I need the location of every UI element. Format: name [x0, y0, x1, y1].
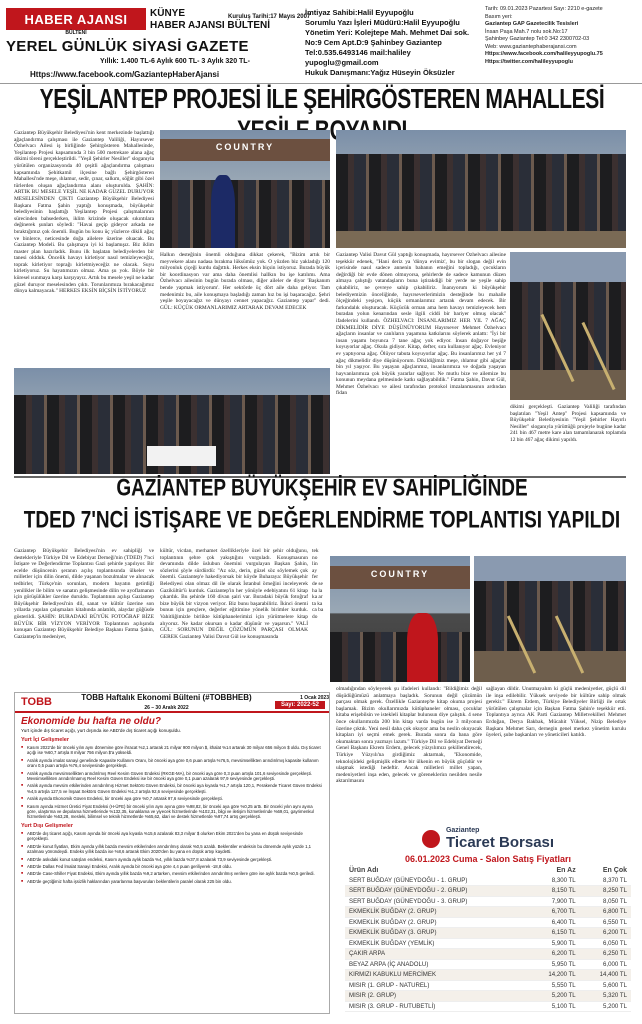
table-row — [345, 928, 631, 939]
tobb-issue-number: Sayı: 2022-52 — [275, 701, 325, 709]
story2-column: Gaziantep Büyükşehir Belediyesi'nin ev sahipliği ve destekleriyle Türkiye Dil ve Edebiyat Derneği'nin (TDED) 7'nci İstişare ve Değerlendirme Toplantısı Gazi şehirde yapılıyor. Bir ecelde düşüncenin şeranın açılış toplantısında ülkeler ve milletler için dilin önemi, dilde yaşanan bozulmalar ve alınacak tedbirler, Türkçe'nin sorunları, modern hayatın getirdiği yenilikler ile bilim ve sanatın gelişmesinde dilin ve ayoflamanın için görüşülükler üzerine duruldu. Toplantının açılışı Gaziantep Büyükşehir Belediyesi'nin dil, sanat ve kültür üzerine son yıllarda yapılan çalışmaları kitabında anlatıldı, alaydar göğüsde gösterildi. ŞAHİN: BURADAKİ BÜYÜK FOTOĞRAF BİZE BÜYÜK BİR VİZYON VERİYOR Toplantının açılışında konuşan Gaziantep Büyükşehir Belediye Başkanı Fatma Şahin, Gaziantep'in medeniyet, — [14, 548, 154, 640]
table-row — [345, 886, 631, 897]
photo-banner-text: COUNTRY — [330, 566, 470, 589]
table-row — [345, 970, 631, 981]
facebook-link[interactable]: Https://www.facebook.com/GaziantepHaberAjansi — [30, 70, 220, 79]
kunye-name: HABER AJANSI BÜLTENİ — [150, 20, 271, 31]
story1-photo-main — [160, 130, 330, 248]
min-price-cell: 5,900 TL — [528, 938, 579, 949]
imprint-block — [305, 8, 475, 78]
masthead — [0, 0, 642, 84]
story1-column: Gaziantep Valisi Davut Gül yaptığı konuşmada, hayırsever Özhelvacı ailesine teşekkür edenek, "Hani deriz ya 'dünya evimiz', bu bir slogan değil evin içerisinde nasıl sadece annenin babanın emeğini topladığı, çocukların değirdiği bir evde dönen olmuyorsa, şehirlerde de sadece kamunun düzen almaya çalıştığı vatandaşların buna iştirakdiği bir yerde ne yeşile sahip çıkabiliriz, ne çevreye sahip çıkabiliriz. İnanıyorum ki büyükşehir belediyemizin önceliğinde, hayırseverlerimizin desteğinde bu mahalle ölçeğindeki yeşiçen, küçük ormanlarımız artarak devam edecek. Bir farkındalık oluşturacak. Küçücük orman ama hem havayı temizleyecek hem buradan yolun kenarından sesle ilgili ciddi bir bariyer olmuş olacak" ifadelerini kullandı. ÖZHELVACI: İNSANLARIMIZ HER YIL 7 AĞAÇ DİKMELİDİR DİYE DÜŞÜNÜYORUM Hayırsever Mehmet Özhelvacı ağaçların insanlar ve canlıların yaşamına katkılarını söylerek anlattı: "İyi bir insan yaşamı boyunca 7 tane ağaç yok ediyor. İnsan doğayor beşiğe koyuyorlar ağaç. Okula gidiyor. Kitap, defter, sıra kullanıyor ağaç. Evleniyor ev yaptıyorsa ağaç. Ölüyor tabuta koyuyorlar ağaç. Bu insanlarımız her yıl 7 ağaç dikmelidir diye düşünüyorum. Dikildiğimiz meşe, ıhlamur gibi ağaçlar bin yıl yaşıyor. Bu yaşayan ağaçlarımız, insanlarımıza ve doğada yaşayan hayvanlarımıza çok büyük yararlar sağlıyor. Ne mutlu bize ve ailemize bu konunun meydana gelmesinde katkı sağlayabildik." Fatma Şahin, Davut Gül, Mehmet Özhelvacı ve ailesi tarafından protokol imzalanmasının ardından fidan — [336, 252, 506, 397]
min-price-cell: 6,700 TL — [528, 907, 579, 918]
product-cell: EKMEKLİK BUĞDAY (3. GRUP) — [345, 928, 528, 939]
exchange-header — [345, 824, 631, 854]
tobb-header — [15, 693, 329, 713]
max-price-cell: 6,050 TL — [580, 938, 631, 949]
max-price-cell: 6,550 TL — [580, 917, 631, 928]
min-price-cell: 6,200 TL — [528, 949, 579, 960]
newspaper-logo: HABER AJANSI — [6, 8, 146, 30]
story2-column: olmadığından söyleyerek şu ifadeleri kullandı: "Bildiğimiz değil düşüdüğümüzü anlatmaya başladık. Sorunun değil çözümün parçası olmak gerek. Özellikle Gaziantep'te kitap okuma projesi başlamak. Bizim okullarımızda kütüphaneler olması, çocuklar kitaba erişebilsin ve istekleli kitaplar bulunsun diye çalıştık. 4 sene önce okullarımızda 200 bin kitap varda bugün ise 3 milyonun üzerine çıktık. Yeni nesil daha çok okuyor ama bu neslin okuyacak kitapları iyi seçmi emek gerek. Burada sonra da bana göre okumaktan sonra yazmayı lazım." Türkiye Dil ve Edebiyat Derneği Genel Başkanı Ekrem Erdem, gelecek yüzyılımızı şekillendirecek, Türkiye Yüzyılı'na girdiğimiz aktarmak, "Ekonomide, teknolojideki gelişmişlik elbette bir ülkenin en büyük güçüdür ve ulaşmak istediği hedeftir. Ancak milletleri millet yapan, medeniyetleri inşa eden, gelecek ve görenekleriın nesilden nesile aktarılmasını — [336, 686, 482, 785]
product-cell: MISIR (1. GRUP - NATUREL) — [345, 980, 528, 991]
list-item: ■ Kasım ayında Hizmet Üretici Fiyat Endeksi (H-ÜFE) bir önceki yılın aynı ayına göre %98,82, bir önceki aya göre %0,25 arttı. Bir önceki yılın aynı ayına göre, ulaştırma ve depolama hizmetlerinde %132,35, konaklama ve yiyecek hizmetlerinde %102,31, bilgi ve iletişim hizmetlerinde %69,01, gayrimenkul hizmetlerinde %63,28, mesleki, bilimsel ve teknik hizmetlerde %65,62, idari ve destek hizmetlerde %97,74 artış gerçekleşti. — [15, 803, 329, 821]
tobb-section-foreign: Yurt Dışı Gelişmeler — [21, 822, 73, 829]
product-cell: BEYAZ ARPA (İÇ ANADOLU) — [345, 959, 528, 970]
issue-date: Tarih: 09.01.2023 Pazartesi Sayı: 2210 e-gazete — [485, 6, 603, 12]
website-link[interactable]: Web: www.gaziantephaberajansi.com — [485, 43, 577, 50]
story1-column: Halkın desteğinin önemli olduğuna dikkat çekerek, "Bizim artık bir meyvekere alanı nadasa bırakma lüksümüz yok. O yüzden biz yakladığı 120 milyonluk çiçeği kurdu dağıttık. Herkes eksin biçsin istiyoruz. Burada büyük bir koordinasyon var ama daha önemlisi hallkın bu işe katılımı. Ama Özhelvacı ailesinin bugün burada olması, diğer aileler de diyor 'Başkanım bende yapmak istiyorum'. Her sektörde üç dört aile daha geliyor. Tam medenimiz bu, aile konuşmaya başladığı zaman hız bu işi başaracağız. Şehri yeşile boyayacağız ve dünyayı cennet yapacağız. Gaziantep yapar" dedi. GÜL: KÜÇÜK ORMANLARIMIZ ARTARAK DEVAM EDECEK — [160, 252, 330, 311]
product-cell: EKMEKLİK BUĞDAY (2. GRUP) — [345, 907, 528, 918]
kunye-label: KÜNYE — [150, 8, 186, 19]
list-item: ■ ABD'de Dallas Fed İmalat Sanayi Endeksi, Aralık ayında bir önceki aya göre 4,4 puan geriliyerek -18,8 oldu. — [15, 863, 329, 870]
max-price-cell: 6,000 TL — [580, 959, 631, 970]
max-price-cell: 6,200 TL — [580, 928, 631, 939]
max-price-cell: 8,250 TL — [580, 886, 631, 897]
story2-column-fragment: tek no lin ay fer de se ha la ka ar ta ka ca ba do — [312, 548, 324, 620]
list-item: ■ ABD'de dış ticaret açığı, Kasım ayında bir önceki aya kıyasla %15,6 azalarak 83,3 milyar $ olurken Ekim 2021'den bu yana en düşük seviyesinde gerçekleşti. — [15, 830, 329, 843]
table-row — [345, 949, 631, 960]
story1-headline: YEŞİLANTEP PROJESİ İLE ŞEHİRGÖSTEREN MAHALLESİ — [39, 84, 605, 115]
min-price-cell: 8,300 TL — [528, 875, 579, 886]
list-item: ■ Aralık ayında Ekonomik Güven Endeksi, bir önceki aya göre %0,7 artarak 97,6 seviyesinde gerçekleşti. — [15, 795, 329, 802]
price-table-body — [345, 875, 631, 1012]
list-item: ■ Aralık ayında mevsimsellikten arındırılmış Reel Kesim Güven Endeksi (RKGE-MA), bir önceki aya göre 0,3 puan artışla 101,6 seviyesinde gerçekleşti. Mevsimsellikten arındırılmamış Reel Kesim Güven Endeksi ise bir önceki aya göre 0,1 puan azalarak 97,9 seviyesinde gerçekleşti. — [15, 770, 329, 783]
founding-date: Kuruluş Tarihi:17 Mayıs 2007 — [228, 14, 311, 20]
newspaper-tagline: YEREL GÜNLÜK SİYASİ GAZETE — [6, 38, 249, 55]
table-row — [345, 938, 631, 949]
tobb-dates: 26 – 30 Aralık 2022 — [144, 705, 189, 711]
max-price-cell: 5,200 TL — [580, 1001, 631, 1012]
max-price-cell: 8,370 TL — [580, 875, 631, 886]
max-price-cell: 6,800 TL — [580, 907, 631, 918]
list-item: ■ ABD'de geçtiğimiz hafta işsizlik haklarından yararlanma başvuruları beklentilerin paralel olarak 225 bin oldu. — [15, 878, 329, 885]
print-info-box — [485, 6, 635, 80]
list-item: ■ Aralık ayında imalat sanayi genelinde Kapasite Kullanım Oranı, bir önceki aya göre 0,6 puan artışla %76,5, mevsimsellikten arındırılmış kapasite kullanım oranı 0,5 puan artışla %76,4 seviyesinde gerçekleşti. — [15, 757, 329, 770]
max-price-cell: 5,600 TL — [580, 980, 631, 991]
facebook-link[interactable]: Https://www.facebook.com/halileyyupoglu.75 — [485, 51, 603, 57]
price-table — [345, 866, 631, 1012]
list-item: ■ ABD'de konut fiyatları, Ekim ayında yıllık bazda mevsim etkilerinden arındırılmış olarak %0,5 azaldı. Beklentiler endeksin bu dönemde aylık yüzde 1,1 azalması yönündeydi. Endeks yıllık bazda ise %8,6 artarak Ekim 2020'den bu yana en düşük artışı kaydetti. — [15, 843, 329, 856]
table-row — [345, 1001, 631, 1012]
story1-photo-ceremony — [14, 368, 330, 474]
min-price-cell: 5,950 TL — [528, 959, 579, 970]
table-row — [345, 896, 631, 907]
max-price-cell: 8,050 TL — [580, 896, 631, 907]
column-header-min: En Az — [556, 867, 576, 874]
story1-column: dikimi gerçekleşti. Gaziantep Valiliği tarafından başlatılan "Yeşil Antep" Projesi kapsamında ve Büyükşehir Belediyesinin "Yeşil Şehirler Hayırlı Nesiller" sloganıyla yürüttüğü projeyle bugüne kadar 241 bin 467 metre kare alan tamamlanarak toplamda 12 bin 467 ağaç dikimi yapıldı. — [510, 404, 626, 443]
product-cell: EKMEKLİK BUĞDAY (YEMLİK) — [345, 938, 528, 949]
subscription-prices: Yıllık: 1.400 TL-6 Aylık 600 TL- 3 Aylık 320 TL- — [100, 58, 250, 65]
tobb-logo: TOBB — [21, 696, 52, 708]
tobb-title — [58, 693, 275, 711]
imprint-line: İmtiyaz Sahibi:Halil Eyyupoğlu — [305, 8, 414, 17]
story2-photo-podium — [330, 556, 470, 682]
tobb-summary: Yurt içinde dış ticaret açığı, yurt dışında ise ABD'de dış ticaret açığı konuşuldu. — [21, 728, 181, 733]
story2-photo-planting — [474, 556, 626, 682]
min-price-cell: 7,900 TL — [528, 896, 579, 907]
max-price-cell: 6,250 TL — [580, 949, 631, 960]
photo-banner-text: COUNTRY — [160, 139, 330, 160]
kunye-block — [150, 8, 270, 32]
imprint-line: Yönetim Yeri: Kolejtepe Mah. Mehmet Dai sok. — [305, 28, 470, 37]
product-cell: KIRMIZI KABUKLU MERCİMEK — [345, 970, 528, 981]
list-item: ■ Aralık ayında mevsim etkilerinden arındırılmış Hizmet Sektörü Güven Endeksi, bir önceki aya kıyasla %1,7 artışla 120,1, Perakende Ticaret Güven Endeksi %4,5 artışla 127,5 ve İnşaat Sektörü Güven Endeksi %1,2 artışla 92,6 seviyesinde gerçekleşti. — [15, 782, 329, 795]
product-cell: MISIR (2. GRUP) — [345, 991, 528, 1002]
tobb-bulletin — [14, 692, 330, 1014]
list-item: ■ Kasım 2022'de bir önceki yılın aynı dönemine göre ihracat %2,1 artarak 21 milyar 900 milyon $, ithalat %14 artarak 30 milyar 656 milyon $ oldu. Dış ticaret açığı ise %60,7 artışla 8 milyar 756 milyon $'a yükseldi. — [15, 744, 329, 757]
imprint-line: Sorumlu Yazı İşleri Müdürü:Halil Eyyupoğlu — [305, 18, 460, 27]
twitter-link[interactable]: Https://twitter.com/halileyyupoglu — [485, 58, 574, 65]
table-row — [345, 959, 631, 970]
max-price-cell: 5,320 TL — [580, 991, 631, 1002]
table-row — [345, 907, 631, 918]
print-info-line: Şahinbey Gaziantep Tel:0 342 2300702-03 — [485, 36, 590, 42]
table-row — [345, 875, 631, 886]
logo-sub: BÜLTENİ — [65, 30, 87, 36]
min-price-cell: 5,100 TL — [528, 1001, 579, 1012]
product-cell: SERT BUĞDAY (GÜNEYDOĞU - 3. GRUP) — [345, 896, 528, 907]
table-row — [345, 917, 631, 928]
story1-photo-planting — [510, 252, 626, 400]
story2-headline: TDED 7'NCİ İSTİŞARE VE DEĞERLENDİRME TOPLANTISI YAPILDI — [23, 507, 621, 534]
price-date-title: 06.01.2023 Cuma - Salon Satış Fiyatları — [404, 854, 572, 864]
column-header-max: En Çok — [602, 867, 627, 874]
imprint-line: Tel:0.535.6493146 mail:haliley yupoglu@gmail.com — [305, 48, 411, 67]
product-cell: MISIR (3. GRUP - RUTUBETLİ) — [345, 1001, 528, 1012]
print-info-line: Gaziantep GAP Gazetecilik Tesisleri — [485, 21, 579, 27]
max-price-cell: 14,400 TL — [580, 970, 631, 981]
imprint-line: No:9 Cem Apt.D:9 Şahinbey Gaziantep — [305, 38, 442, 47]
story1-column: Gaziantep Büyükşehir Belediyesi'nin kent merkezinde başlattığı ağaçlandırma çalışması ile Gaziantep Valiliği, Hayırsever Özhelvacı Ailesi iş birliğinde Şehirgösteren Mahallesinde, Yeşilantep Projesi kapsamında 3 bin 500 metrekare alana ağaç dikimi töreni gerçekleştirildi. "Yeşil Şehirler Nesiller" sloganıyla yürütülen organizasyonda 40 çeşitli ağaçlandırma çalışması kapsamında Şehitkamil ilçesine bağlı Şehirgösteren Mahallesi'nde meşe, ıhlamur, sedir, çınar, salkım, söğüt gibi özel türlerden oluşan ağaçlandırma alanı oluşturulda. ŞAHİN: ARTIK BU MESELE YEŞİL NE KADAR GÜZEL DURUYOR MESELESİNDEN ÇIKTI Gaziantep Büyükşehir Belediyesi Başkanı Fatma Şahin yaptığı konuşmada, büyükşehir belediyesinin başlattığı Yeşilantep Projesi çalışmalarının sürecinden bahsederken, iklim krizinde oluşacak sıkıntılara değinerek şunları söyledi: "Havai geçip gideyor arkada ne bıraktığımız çok önemli. Bugün bu konu üç yüzlerce dikili ağaç ve binlerce, neticesinde doğa ailelere üzerine oluacak. Bu Gaziantep Modeli. Bu çalışmaya iyi ki başlamışız. Biz iklim master plan hazırladık. Bunu ilk başlatan belediyelerden bir tanesi oldduk. Öncelik havayı kirletiyor nasıl temizleyeceğiz, toprak kirletiyor toprağı kirletmiyeceğiz ne olacak. Suyu kirletiyoruz. Su hayatımızın olmaz. Ama şu yok. Böyle bir küresel ısınmaya karşı karşıyayız. Artık bu mesele yeşil ne kadar güzel duruyor meselesinden çıktı. Torunlarımıza bırakacağımız dünya kalmayacak." HERKES EKSİN BİÇSİN İSTİYORUZ — [14, 130, 154, 295]
product-cell: SERT BUĞDAY (GÜNEYDOĞU - 1. GRUP) — [345, 875, 528, 886]
table-header-row — [345, 866, 631, 875]
story2-column: sağlayan dildir. Unutmayalım ki güçlü medeniyetler, güçlü dil ile inşa edilebilir. Yüksek seviyede bir kültüre sahip olmak gerekir." Ekrem Erdem, Türkiye Belediyeler Birliği ile ortak yürütülen çalışmalar için Başkan Fatma Şahin'e teşekkür etti. Toplantıya ayrıca AK Parti Gaziantep Milletvekilleri Mehmet Erdoğan, Derya Bakbak, Mücahit Yüksel, Nizip Belediye Başkanı Mehmet Sarı, dernegin genel merkez yönetim kurulu üyeleri, şube başkanları ve yöneticileri katıldı. — [486, 686, 626, 739]
exchange-name: Gaziantep — [445, 827, 480, 834]
story2-column: kültür, vicdan, merhamet özellikleriyle özel bir şehir olduğunu, toplantının şehre çok yakıştığını vurguladı. Konuşmasının devamında dilde üslubun önemini vurgulayan Başkan Şahin, sözlerini şöyle sürdürdü: "Az söz, derin, güzel söz söylemek çok önemli. Gaziantep'e hakediyorsak bir köyde Buharaya: Büyükşehir Belediyesi olan olmaz dil ile olarak İstanbul örneğini inceleyerek Gazikültür'ü kurduk. Gaziantep'in her yönüyle edebiyatını 61 kitap çıkardık. Bu şehirde 160 divan şairi var. Buradaki büyük fotoğraf bize büyük bir vizyon veriyor. Biz bunu başarabiliriz. İkinci önemi bunun için gençlere, değerler eğitimine yönelik birimler kurduk. Vahitliğimizle birlikte kütüphanelerimizi için yürütmelere kitap alıyoruz. Ne kadar okursan o kadar düşünür ve yaşarsın." VALİ GÜL: SORUNUN DEĞİL ÇÖZÜMÜN PARÇASI OLMAK GEREK Gaziantep Valisi Davut Gül ise konuşmasında — [160, 548, 308, 640]
story1-photo-crowd — [336, 130, 626, 248]
tobb-title-text: TOBB Haftalık Ekonomi Bülteni (#TOBBHEB) — [81, 693, 252, 702]
column-header-product: Ürün Adı — [349, 867, 379, 874]
min-price-cell: 6,400 TL — [528, 917, 579, 928]
print-info-line: Basım yeri: — [485, 13, 513, 20]
min-price-cell: 5,550 TL — [528, 980, 579, 991]
imprint-line: Hukuk Danışmanı:Yağız Hüseyin Öksüzler — [305, 68, 455, 77]
tobb-section-domestic: Yurt İçi Gelişmeler — [21, 737, 69, 743]
exchange-name-main: Ticaret Borsası — [445, 834, 555, 851]
min-price-cell: 5,200 TL — [528, 991, 579, 1002]
product-cell: SERT BUĞDAY (GÜNEYDOĞU - 2. GRUP) — [345, 886, 528, 897]
product-cell: EKMEKLİK BUĞDAY (2. GRUP) — [345, 917, 528, 928]
min-price-cell: 6,150 TL — [528, 928, 579, 939]
list-item: ■ ABD'de askıdaki konut satışları endeksi, Kasım ayında aylık bazda %4, yıllık bazda %37,8 azalarak 73,9 seviyesinde gerçekleşti. — [15, 856, 329, 863]
product-cell: ÇAKIR ARPA — [345, 949, 528, 960]
commodity-exchange-prices — [345, 824, 631, 1014]
story2-headline: GAZİANTEP BÜYÜKŞEHİR EV SAHİPLİĞİNDE — [116, 475, 528, 502]
min-price-cell: 14,200 TL — [528, 970, 579, 981]
table-row — [345, 991, 631, 1002]
tobb-heading: Ekonomide bu hafta ne oldu? — [21, 716, 161, 727]
table-row — [345, 980, 631, 991]
print-info-line: İnsan Paşa Mah.7 nolu sok.No:17 — [485, 28, 568, 35]
list-item: ■ ABD'de Case-Shiller Fiyat Endeksi, Ekim ayında yıllık bazda %9,2 artarken, mevsim etkilerinden arındırılmış verilere göre ise aylık bazda %0,5 geriledi. — [15, 870, 329, 877]
tobb-date: 1 Ocak 2023 — [300, 695, 329, 701]
exchange-seal-icon — [422, 830, 440, 848]
min-price-cell: 8,150 TL — [528, 886, 579, 897]
tobb-issue — [275, 695, 329, 709]
